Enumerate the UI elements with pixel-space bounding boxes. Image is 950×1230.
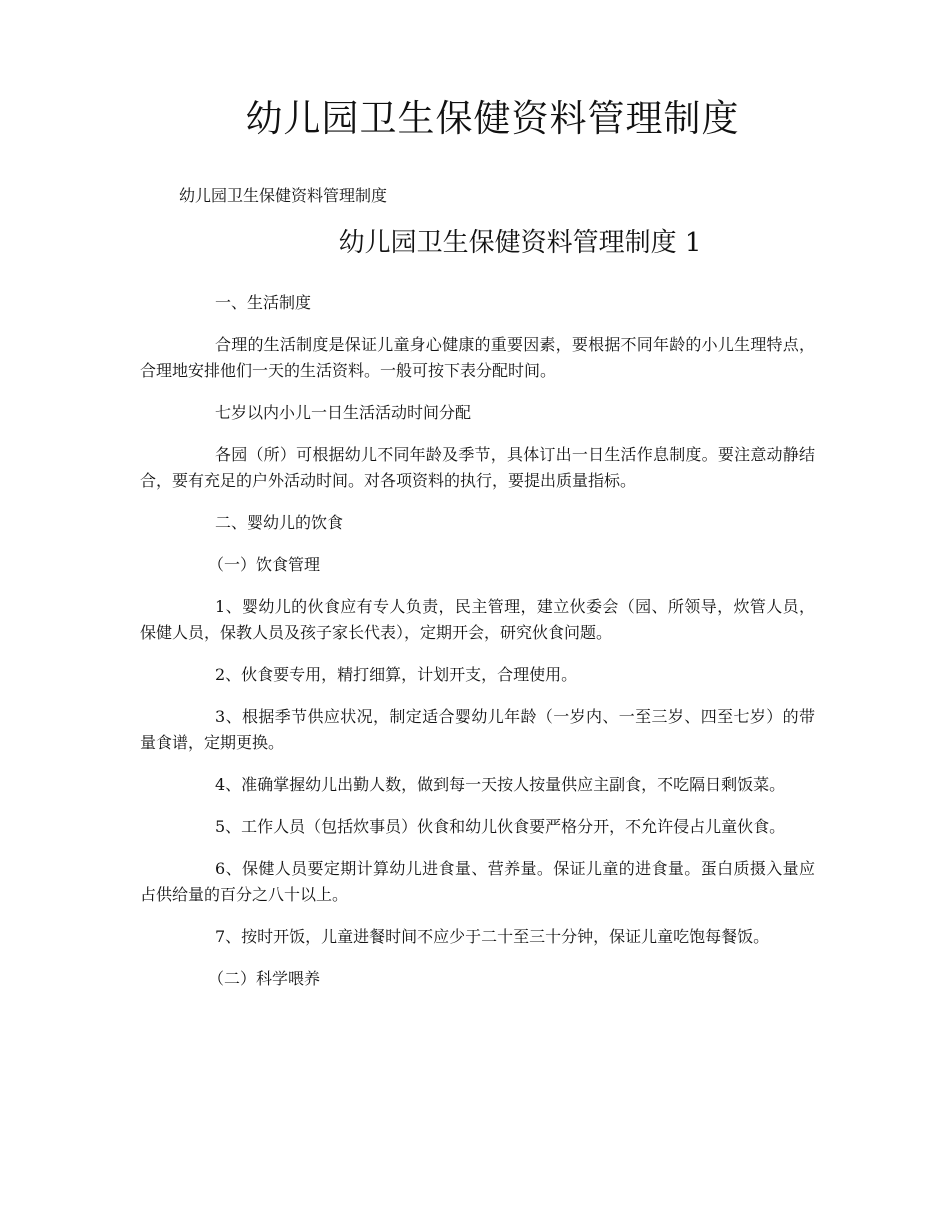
heading-diet: 二、婴幼儿的饮食 bbox=[215, 513, 344, 532]
list-item: 3、根据季节供应状况，制定适合婴幼儿年龄（一岁内、一至三岁、四至七岁）的带量食谱，定期更换。 bbox=[140, 707, 815, 752]
list-item: 4、准确掌握幼儿出勤人数，做到每一天按人按量供应主副食，不吃隔日剩饭菜。 bbox=[215, 775, 786, 794]
section-title: 幼儿园卫生保健资料管理制度 1 bbox=[338, 228, 702, 258]
document-title: 幼儿园卫生保健资料管理制度 bbox=[245, 97, 740, 140]
table-caption: 七岁以内小儿一日生活活动时间分配 bbox=[215, 403, 472, 422]
heading-life-schedule: 一、生活制度 bbox=[215, 293, 312, 312]
document-body bbox=[140, 290, 815, 1008]
document-subtitle: 幼儿园卫生保健资料管理制度 bbox=[179, 186, 388, 205]
list-item: 6、保健人员要定期计算幼儿进食量、营养量。保证儿童的进食量。蛋白质摄入量应占供给量的百分之八十以上。 bbox=[140, 859, 815, 904]
paragraph: 各园（所）可根据幼儿不同年龄及季节，具体订出一日生活作息制度。要注意动静结合，要有充足的户外活动时间。对各项资料的执行，要提出质量指标。 bbox=[140, 445, 815, 490]
list-item: 5、工作人员（包括炊事员）伙食和幼儿伙食要严格分开，不允许侵占儿童伙食。 bbox=[215, 817, 786, 836]
list-item: 1、婴幼儿的伙食应有专人负责，民主管理，建立伙委会（园、所领导，炊管人员，保健人员，保教人员及孩子家长代表），定期开会，研究伙食问题。 bbox=[140, 597, 815, 642]
subheading-scientific-feeding: （二）科学喂养 bbox=[208, 969, 321, 988]
list-item: 2、伙食要专用，精打细算，计划开支，合理使用。 bbox=[215, 665, 578, 684]
paragraph: 合理的生活制度是保证儿童身心健康的重要因素，要根据不同年龄的小儿生理特点，合理地安排他们一天的生活资料。一般可按下表分配时间。 bbox=[140, 335, 815, 380]
list-item: 7、按时开饭，儿童进餐时间不应少于二十至三十分钟，保证儿童吃饱每餐饭。 bbox=[215, 927, 770, 946]
subheading-diet-management: （一）饮食管理 bbox=[208, 555, 321, 574]
